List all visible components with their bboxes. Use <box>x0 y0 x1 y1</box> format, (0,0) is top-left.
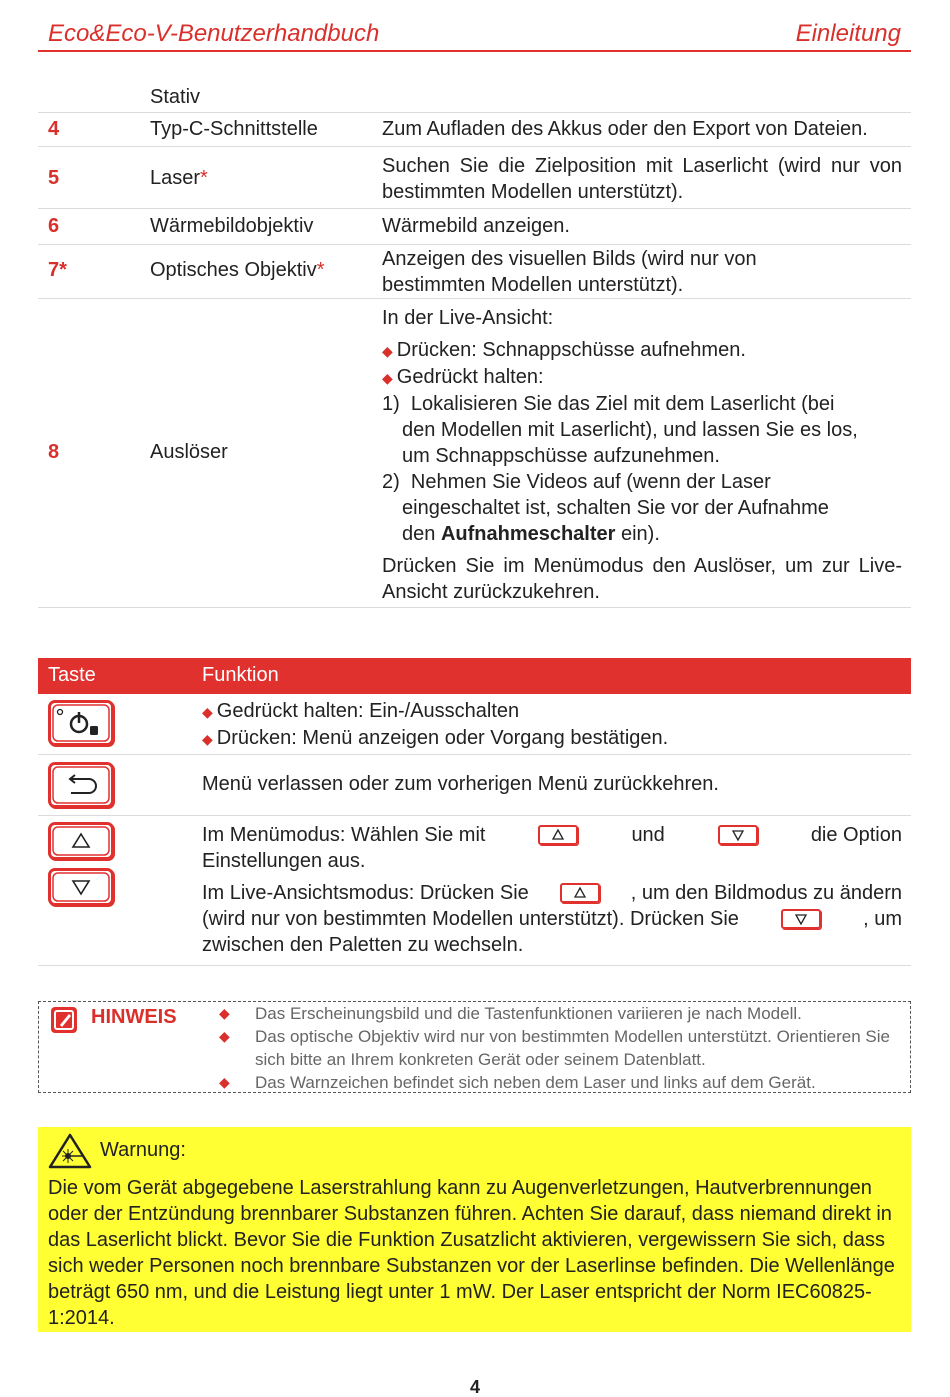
up-key-icon <box>48 822 114 860</box>
column-header-function: Funktion <box>202 664 279 686</box>
step-text: den Modellen mit Laserlicht), und lassen Sie es los, <box>402 419 858 441</box>
component-name: Typ-C-Schnittstelle <box>150 118 318 140</box>
trigger-intro: In der Live-Ansicht: <box>382 307 554 329</box>
table-row <box>38 147 911 209</box>
live-mode-line: Im Live-Ansichtsmodus: Drücken Sie , um den Bildmodus zu ändern <box>202 882 902 904</box>
asterisk: * <box>316 259 325 281</box>
component-name: Optisches Objektiv* <box>150 259 325 281</box>
table-row <box>38 755 911 816</box>
note-item: ◆ Das optische Objektiv wird nur von bestimmten Modellen unterstützt. Orientieren Sie sich bitte an Ihrem konkreten Gerät oder seinem Datenblatt. <box>219 1027 890 1069</box>
table-row <box>38 694 911 755</box>
table-row <box>38 245 911 299</box>
component-number: 6 <box>48 215 60 237</box>
laser-warning-icon <box>48 1133 92 1174</box>
key-function <box>202 698 902 752</box>
key-table <box>38 658 911 966</box>
bullet-item: ◆ Drücken: Menü anzeigen oder Vorgang bestätigen. <box>202 727 669 749</box>
component-number: 8 <box>48 441 60 463</box>
table-header <box>38 658 911 694</box>
step-text: den Aufnahmeschalter ein). <box>402 523 660 545</box>
down-key-icon <box>718 825 758 845</box>
table-row <box>38 209 911 245</box>
key-function <box>202 822 902 958</box>
back-key-icon <box>48 762 114 808</box>
menu-mode-text: Einstellungen aus. <box>202 850 366 872</box>
key-function: Menü verlassen oder zum vorherigen Menü zurückkehren. <box>202 773 719 795</box>
diamond-bullet-icon: ◆ <box>202 731 213 747</box>
bold-term: Aufnahmeschalter <box>440 523 616 545</box>
warning-box <box>38 1127 911 1332</box>
manual-title: Eco&Eco-V-Benutzerhandbuch <box>48 20 380 47</box>
column-header-key: Taste <box>48 664 96 686</box>
up-key-icon <box>560 883 600 903</box>
live-mode-text: zwischen den Paletten zu wechseln. <box>202 934 524 956</box>
note-item: ◆ Das Erscheinungsbild und die Tastenfunktionen variieren je nach Modell. <box>219 1004 802 1023</box>
live-mode-line: (wird nur von bestimmten Modellen unterstützt). Drücken Sie , um <box>202 908 902 930</box>
down-key-icon <box>781 909 821 929</box>
bullet-item: ◆ Drücken: Schnappschüsse aufnehmen. <box>382 339 746 361</box>
warning-title: Warnung: <box>100 1139 186 1161</box>
up-key-icon <box>538 825 578 845</box>
table-row <box>38 299 911 608</box>
asterisk: * <box>200 167 208 189</box>
trigger-description <box>382 305 902 605</box>
step-text: um Schnappschüsse aufzunehmen. <box>402 445 720 467</box>
step-text: eingeschaltet ist, schalten Sie vor der Aufnahme <box>402 497 829 519</box>
component-table <box>38 84 911 608</box>
note-pencil-icon <box>49 1005 79 1040</box>
bullet-item: ◆ Gedrückt halten: Ein-/Ausschalten <box>202 700 520 722</box>
note-list <box>219 1002 909 1094</box>
warning-text: Die vom Gerät abgegebene Laserstrahlung kann zu Augenverletzungen, Hautverbrennungen oder der Entzündung brennbarer Substanzen führen. Achten Sie darauf, dass niemand direkt in das Laserlicht blickt. Bevor Sie die Funktion Zusatzlicht aktivieren, vergewissern Sie sich, dass sich weder Personen noch brennbare Substanzen vor der Laserlinse befinden. Die Wellenlänge beträgt 650 nm, und die Leistung liegt unter 1 mW. Der Laser entspricht der Norm IEC60825-1:2014. <box>48 1177 895 1329</box>
component-number: 5 <box>48 167 60 189</box>
component-name: Laser* <box>150 167 208 189</box>
table-row <box>38 816 911 966</box>
component-description: Zum Aufladen des Akkus oder den Export von Dateien. <box>382 118 868 140</box>
component-name: Auslöser <box>150 441 228 463</box>
diamond-bullet-icon: ◆ <box>219 1028 230 1044</box>
menu-note: Drücken Sie im Menümodus den Auslöser, um zur Live-Ansicht zurückzukehren. <box>382 555 902 603</box>
diamond-bullet-icon: ◆ <box>382 343 393 359</box>
page-number: 4 <box>469 1377 480 1397</box>
table-row <box>38 84 911 113</box>
page-header <box>38 18 911 52</box>
step-item: 2) Nehmen Sie Videos auf (wenn der Laser <box>382 471 771 493</box>
component-name: Stativ <box>150 86 201 108</box>
down-key-icon <box>48 868 114 906</box>
bullet-item: ◆ Gedrückt halten: <box>382 366 544 388</box>
note-label: HINWEIS <box>91 1006 177 1028</box>
component-name: Wärmebildobjektiv <box>150 215 314 237</box>
component-number: 4 <box>48 118 60 140</box>
component-description: Wärmebild anzeigen. <box>382 215 570 237</box>
section-title: Einleitung <box>795 20 901 47</box>
note-box <box>38 1001 911 1093</box>
diamond-bullet-icon: ◆ <box>219 1005 230 1021</box>
diamond-bullet-icon: ◆ <box>202 704 213 720</box>
note-item: ◆ Das Warnzeichen befindet sich neben dem Laser und links auf dem Gerät. <box>219 1073 816 1092</box>
step-item: 1) Lokalisieren Sie das Ziel mit dem Laserlicht (bei <box>382 393 835 415</box>
menu-mode-line: Im Menümodus: Wählen Sie mit und die Option <box>202 824 902 846</box>
table-row <box>38 113 911 147</box>
diamond-bullet-icon: ◆ <box>219 1074 230 1090</box>
power-key-icon <box>48 700 114 746</box>
component-description: Anzeigen des visuellen Bilds (wird nur von bestimmten Modellen unterstützt). <box>382 248 757 296</box>
component-number: 7* <box>48 259 67 281</box>
diamond-bullet-icon: ◆ <box>382 370 393 386</box>
component-description: Suchen Sie die Zielposition mit Laserlicht (wird nur von bestimmten Modellen unterstützt). <box>382 155 902 203</box>
